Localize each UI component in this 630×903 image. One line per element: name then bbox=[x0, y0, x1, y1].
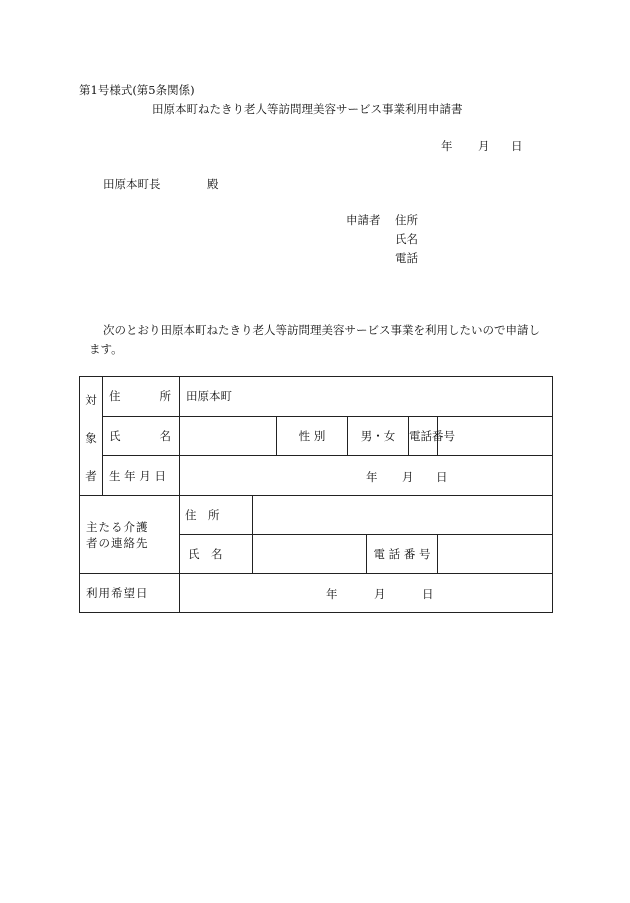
date-year-label: 年 bbox=[441, 139, 453, 153]
application-form-table bbox=[79, 376, 553, 613]
date-month-label: 月 bbox=[478, 139, 490, 153]
subject-group-label bbox=[80, 377, 103, 496]
subject-name-row bbox=[80, 416, 553, 456]
use-date-field[interactable] bbox=[180, 574, 553, 613]
addressee-honorific: 殿 bbox=[207, 177, 219, 191]
subject-char-2: 象 bbox=[85, 431, 97, 445]
date-day-label: 日 bbox=[511, 139, 523, 153]
caregiver-label-line-2: 者の連絡先 bbox=[86, 535, 149, 550]
subject-char-1: 対 bbox=[85, 393, 97, 407]
subject-name-field[interactable] bbox=[180, 416, 277, 456]
gender-field[interactable]: 男・女 bbox=[348, 416, 409, 456]
use-month-label: 月 bbox=[374, 587, 386, 601]
caregiver-phone-field[interactable] bbox=[438, 535, 553, 574]
subject-name-label bbox=[103, 416, 180, 456]
subject-address-label bbox=[103, 377, 180, 417]
birth-year-label: 年 bbox=[366, 469, 378, 484]
caregiver-address-row bbox=[80, 496, 553, 535]
subject-name-label-char-1: 氏 bbox=[109, 428, 121, 443]
subject-address-label-char-1: 住 bbox=[109, 389, 121, 404]
birth-day-label: 日 bbox=[436, 469, 448, 484]
caregiver-name-field[interactable] bbox=[253, 535, 367, 574]
birth-date-field[interactable] bbox=[180, 456, 553, 496]
use-date-label: 利用希望日 bbox=[80, 574, 180, 613]
caregiver-address-field[interactable] bbox=[253, 496, 553, 535]
caregiver-address-label: 住 所 bbox=[180, 496, 253, 535]
use-date-row bbox=[80, 574, 553, 613]
caregiver-phone-label: 電 話 番 号 bbox=[367, 535, 438, 574]
caregiver-label-line-1: 主たる介護 bbox=[86, 519, 149, 534]
subject-address-field[interactable]: 田原本町 bbox=[180, 377, 553, 417]
form-number: 第1号様式(第5条関係) bbox=[79, 83, 195, 97]
birth-date-label: 生 年 月 日 bbox=[103, 456, 180, 496]
applicant-label: 申請者 bbox=[346, 213, 381, 227]
gender-label: 性 別 bbox=[277, 416, 348, 456]
form-title: 田原本町ねたきり老人等訪問理美容サービス事業利用申請書 bbox=[152, 102, 463, 116]
subject-char-3: 者 bbox=[85, 469, 97, 483]
caregiver-group-label bbox=[80, 496, 180, 574]
use-day-label: 日 bbox=[422, 587, 434, 601]
caregiver-name-label: 氏 名 bbox=[180, 535, 253, 574]
subject-birth-row bbox=[80, 456, 553, 496]
applicant-address-label: 住所 bbox=[395, 213, 418, 227]
use-year-label: 年 bbox=[326, 587, 338, 601]
addressee-name: 田原本町長 bbox=[103, 177, 161, 191]
subject-name-label-char-2: 名 bbox=[159, 428, 171, 443]
body-text-line-2: ます。 bbox=[89, 342, 123, 356]
birth-month-label: 月 bbox=[402, 469, 414, 484]
subject-address-label-char-2: 所 bbox=[159, 389, 171, 404]
subject-address-row bbox=[80, 377, 553, 417]
body-text-line-1: 次のとおり田原本町ねたきり老人等訪問理美容サービス事業を利用したいので申請し bbox=[103, 323, 540, 337]
applicant-name-label: 氏名 bbox=[395, 232, 418, 246]
subject-phone-label: 電話番号 bbox=[409, 416, 438, 456]
applicant-phone-label: 電話 bbox=[395, 251, 418, 265]
